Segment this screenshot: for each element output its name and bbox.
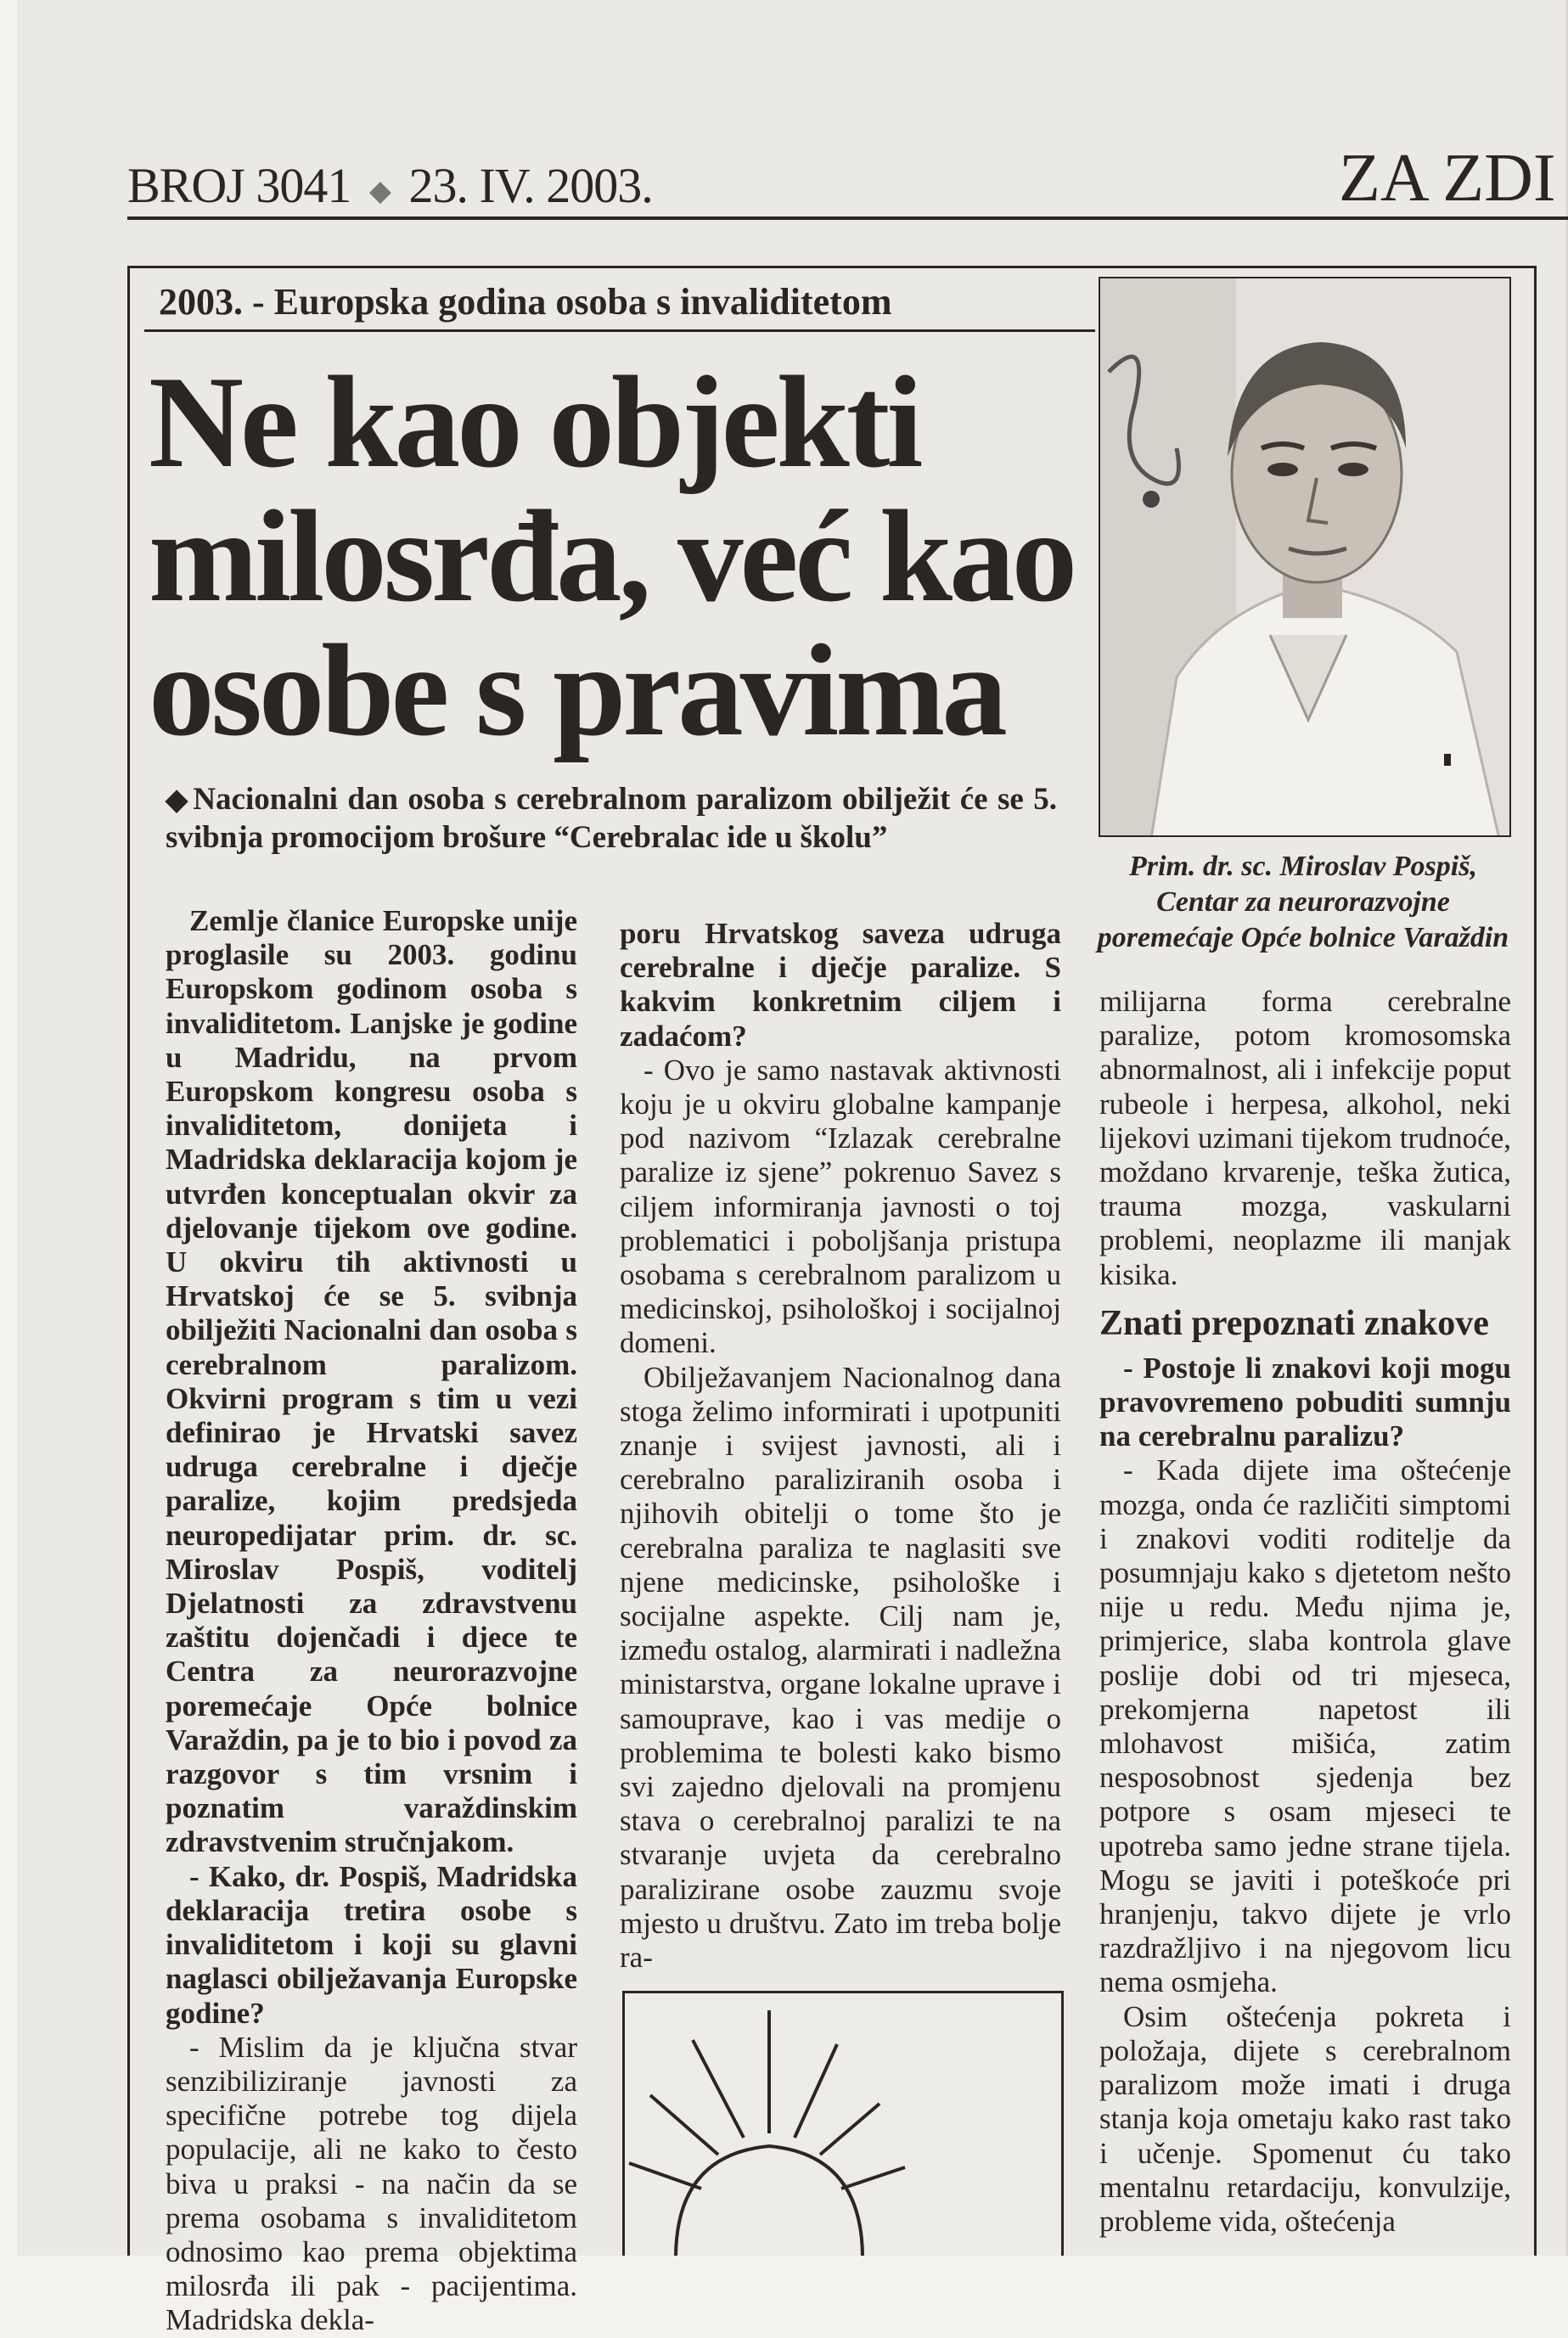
sun-icon xyxy=(625,1993,1064,2256)
article-column-2 xyxy=(620,917,1061,1975)
article-kicker: 2003. - Europska godina osoba s invaliditetom xyxy=(159,281,892,323)
intro-paragraph: Zemlje članice Europske unije proglasile su 2003. godinu Europskom godinom osoba s invaliditetom. Lanjske je godine u Madridu, na prvom Europskom kongresu osoba s invaliditetom, donijeta i Madridska deklaracija kojom je utvrđen konceptualan okvir za djelovanje tijekom ove godine. U okviru tih aktivnosti u Hrvatskoj će se 5. svibnja obilježiti Nacionalni dan osoba s cerebralnom paralizom. Okvirni program s tim u vezi definirao je Hrvatski savez udruga cerebralne i dječje paralize, kojim predsjeda neuropedijatar prim. dr. sc. Miroslav Pospiš, voditelj Djelatnosti za zdravstvenu zaštitu dojenčadi i djece te Centra za neurorazvojne poremećaje Opće bolnice Varaždin, pa je to bio i povod za razgovor s tim vrsnim i poznatim varaždinskim zdravstvenim stručnjakom. xyxy=(166,904,577,1859)
diamond-icon: ◆ xyxy=(166,784,190,816)
interview-question: - Postoje li znakovi koji mogu pravovremeno pobuditi sumnju na cerebralnu paralizu? xyxy=(1099,1351,1511,1453)
deck-text: Nacionalni dan osoba s cerebralnom paralizom obilježit će se 5. svibnja promocijom brošure “Cerebralac ide u školu” xyxy=(166,782,1057,855)
sun-illustration xyxy=(622,1991,1064,2256)
section-subheading: Znati prepoznati znakove xyxy=(1099,1303,1489,1343)
article-column-1 xyxy=(166,904,577,2338)
portrait-photo xyxy=(1099,277,1511,837)
body-paragraph: Obilježavanjem Nacionalnog dana stoga želimo informirati i upotpuniti znanje i svijest javnosti, ali i cerebralno paraliziranih osoba i njihovih obitelji o tome što je cerebralna paraliza te naglasiti sve njene medicinske, psihološke i socijalne aspekte. Cilj nam je, između ostalog, alarmirati i nadležna ministarstva, organe lokalne uprave i samouprave, kao i vas medije o problemima te bolesti kako bismo svi zajedno djelovali na promjenu stava o cerebralnoj paralizi te na stvaranje uvjeta da cerebralno paralizirane osobe zauzmu svoje mjesto u društvu. Zato im treba bolje ra- xyxy=(620,1360,1061,1975)
diamond-icon: ◆ xyxy=(368,175,391,207)
issue-number: BROJ 3041 xyxy=(127,158,351,213)
photo-caption: Prim. dr. sc. Miroslav Pospiš, Centar za neurorazvojne poremećaje Opće bolnice Varaždin xyxy=(1097,851,1509,953)
masthead-rule xyxy=(127,216,1568,220)
kicker-rule xyxy=(144,329,1095,332)
body-paragraph: Osim oštećenja pokreta i položaja, dijete s cerebralnom paralizom može imati i druga stanja koja ometaju kako rast tako i učenje. Spomenut ću tako mentalnu retardaciju, konvulzije, probleme vida, oštećenja xyxy=(1099,1999,1511,2238)
interview-answer: - Ovo je samo nastavak aktivnosti koju je u okviru globalne kampanje pod nazivom “Izlazak cerebralne paralize iz sjene” pokrenuo Savez s ciljem informiranja javnosti o toj problematici i poboljšanja pristupa osobama s cerebralnom paralizom u medicinskoj, psihološkoj i socijalnoj domeni. xyxy=(620,1053,1061,1360)
interview-question: - Kako, dr. Pospiš, Madridska deklaracija tretira osobe s invaliditetom i koji su glavni naglasci obilježavanja Europske godine? xyxy=(166,1859,577,2030)
section-title: ZA ZDI xyxy=(1339,141,1556,216)
article-deck xyxy=(166,781,1057,857)
issue-date: 23. IV. 2003. xyxy=(408,158,653,213)
interview-answer: - Kada dijete ima oštećenje mozga, onda će različiti simptomi i znakovi voditi roditelje da posumnjaju kako s djetetom nešto nije u redu. Među njima je, primjerice, slaba kontrola glave poslije dobi od tri mjeseca, prekomjerna napetost ili mlohavost mišića, zatim nesposobnost sjedenja bez potpore s osam mjeseci te upotreba samo jedne strane tijela. Mogu se javiti i poteškoće pri hranjenju, takvo dijete je vrlo razdražljivo i na njegovom licu nema osmjeha. xyxy=(1099,1453,1511,1999)
interview-question: poru Hrvatskog saveza udruga cerebralne i dječje paralize. S kakvim konkretnim ciljem i zadaćom? xyxy=(620,917,1061,1053)
article-column-3 xyxy=(1099,985,1511,2239)
portrait-illustration xyxy=(1100,278,1511,837)
issue-line xyxy=(127,157,653,214)
interview-answer: - Mislim da je ključna stvar senzibiliziranje javnosti za specifične potrebe tog dijela populacije, ali ne kako to često biva u praksi - na način da se prema osobama s invaliditetom odnosimo kao prema objektima milosrđa ili pak - pacijentima. Madridska dekla- xyxy=(166,2030,577,2337)
body-paragraph: milijarna forma cerebralne paralize, potom kromosomska abnormalnost, ali i infekcije poput rubeole i herpesa, alkohol, neki lijekovi uzimani tijekom trudnoće, moždano krvarenje, teška žutica, trauma mozga, vaskularni problemi, neoplazme ili manjak kisika. xyxy=(1099,985,1511,1291)
article-headline: Ne kao objekti milosrđa, već kao osobe s pravima xyxy=(149,349,1075,763)
